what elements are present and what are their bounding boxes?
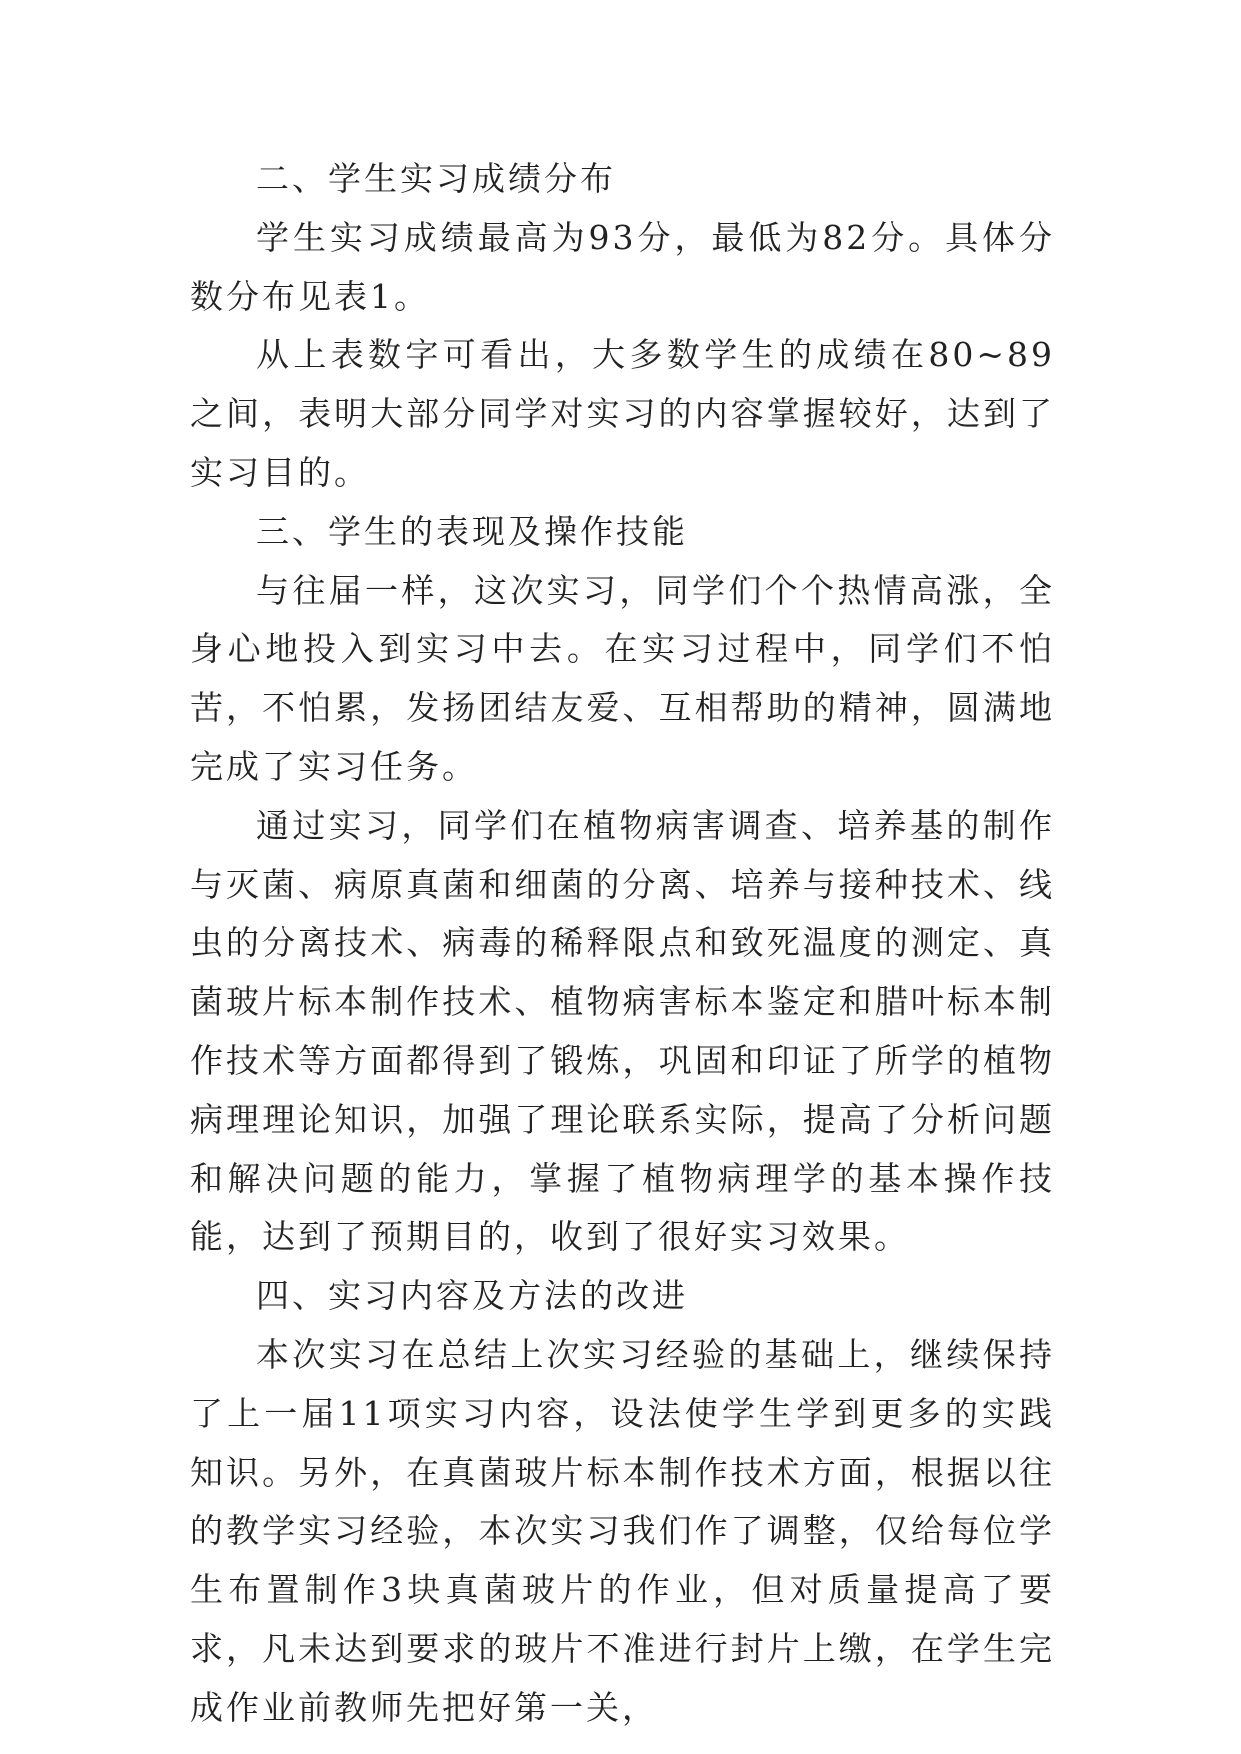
heading-score-distribution: 二、学生实习成绩分布 [256,159,616,198]
paragraph-score-range: 学生实习成绩最高为93分，最低为82分。具体分数分布见表1。 [190,217,1055,316]
paragraph-enthusiasm: 与往届一样，这次实习，同学们个个热情高涨，全身心地投入到实习中去。在实习过程中，同学们不怕苦，不怕累，发扬团结友爱、互相帮助的精神，圆满地完成了实习任务。 [190,570,1055,786]
paragraph-training-results: 通过实习，同学们在植物病害调查、培养基的制作与灭菌、病原真菌和细菌的分离、培养与接种技术、线虫的分离技术、病毒的稀释限点和致死温度的测定、真菌玻片标本制作技术、植物病害标本鉴定和腊叶标本制作技术等方面都得到了锻炼，巩固和印证了所学的植物病理理论知识，加强了理论联系实际，提高了分析问题和解决问题的能力，掌握了植物病理学的基本操作技能，达到了预期目的，收到了很好实习效果。 [190,805,1055,1257]
heading-improvements: 四、实习内容及方法的改进 [256,1276,688,1316]
heading-performance-skills: 三、学生的表现及操作技能 [256,511,688,551]
paragraph-score-analysis: 从上表数字可看出，大多数学生的成绩在80~89之间，表明大部分同学对实习的内容掌握较好，达到了实习目的。 [190,335,1055,492]
document-body [190,150,1055,1738]
paragraph-improvement-details: 本次实习在总结上次实习经验的基础上，继续保持了上一届11项实习内容，设法使学生学到更多的实践知识。另外，在真菌玻片标本制作技术方面，根据以往的教学实习经验，本次实习我们作了调整，仅给每位学生布置制作3块真菌玻片的作业，但对质量提高了要求，凡未达到要求的玻片不准进行封片上缴，在学生完成作业前教师先把好第一关， [190,1334,1055,1727]
